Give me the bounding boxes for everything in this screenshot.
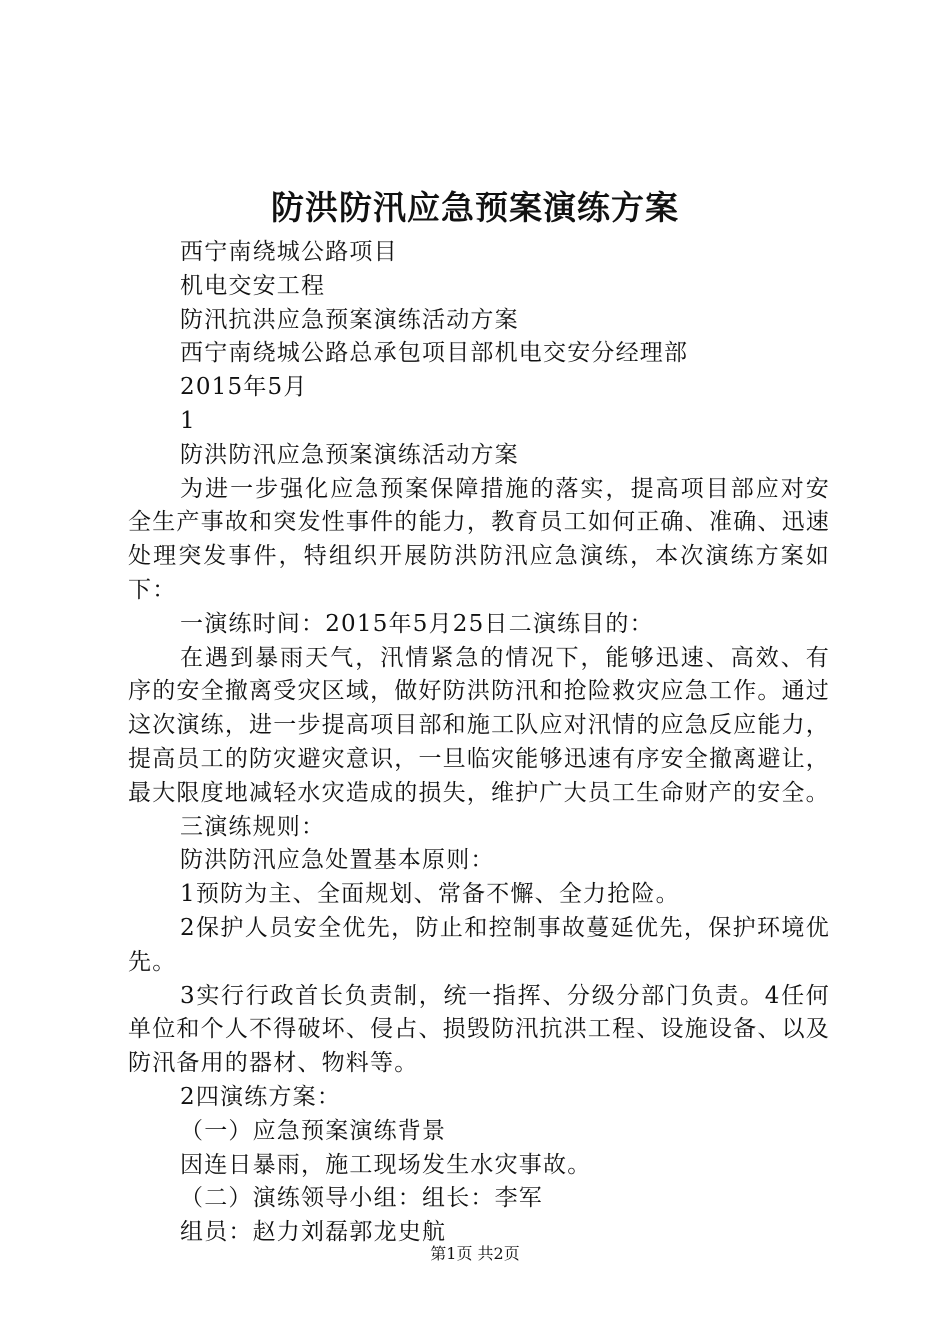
- principle-2: 2保护人员安全优先，防止和控制事故蔓延优先，保护环境优先。: [128, 914, 830, 975]
- principles-heading: 防洪防汛应急处置基本原则：: [180, 847, 495, 874]
- drill-background-text: 因连日暴雨，施工现场发生水灾事故。: [180, 1151, 592, 1178]
- project-subtitle-line: 机电交安工程: [180, 272, 326, 299]
- plan-title-line: 防汛抗洪应急预案演练活动方案: [180, 306, 519, 333]
- project-name-line: 西宁南绕城公路项目: [180, 239, 398, 265]
- document-title: 防洪防汛应急预案演练方案: [271, 188, 679, 227]
- department-line: 西宁南绕城公路总承包项目部机电交安分经理部: [180, 340, 689, 367]
- date-line: 2015年5月: [180, 374, 308, 401]
- section-heading: 防洪防汛应急预案演练活动方案: [180, 441, 519, 468]
- drill-time-line: 一演练时间：2015年5月25日二演练目的：: [180, 610, 654, 637]
- intro-paragraph: 为进一步强化应急预案保障措施的落实，提高项目部应对安全生产事故和突发性事件的能力，教育员工如何正确、准确、迅速处理突发事件，特组织开展防洪防汛应急演练，本次演练方案如下：: [128, 475, 830, 603]
- drill-background-heading: （一）应急预案演练背景: [180, 1117, 447, 1144]
- principle-1: 1预防为主、全面规划、常备不懈、全力抢险。: [180, 881, 680, 908]
- drill-purpose-paragraph: 在遇到暴雨天气，汛情紧急的情况下，能够迅速、高效、有序的安全撤离受灾区域，做好防洪防汛和抢险救灾应急工作。通过这次演练，进一步提高项目部和施工队应对汛情的应急反应能力，提高员工的防灾避灾意识，一旦临灾能够迅速有序安全撤离避让，最大限度地减轻水灾造成的损失，维护广大员工生命财产的安全。: [128, 644, 830, 806]
- drill-rules-heading: 三演练规则：: [180, 813, 326, 840]
- page-footer: 第1页 共2页: [430, 1244, 520, 1263]
- drill-plan-heading: 2四演练方案：: [180, 1083, 342, 1110]
- page-marker-line: 1: [180, 407, 196, 434]
- principle-3-4: 3实行行政首长负责制，统一指挥、分级分部门负责。4任何单位和个人不得破坏、侵占、损毁防汛抗洪工程、设施设备、以及防汛备用的器材、物料等。: [128, 982, 830, 1077]
- members-line: 组员：赵力刘磊郭龙史航: [180, 1219, 447, 1246]
- document-body: [128, 236, 830, 1250]
- leadership-group-line: （二）演练领导小组：组长：李军: [180, 1185, 543, 1212]
